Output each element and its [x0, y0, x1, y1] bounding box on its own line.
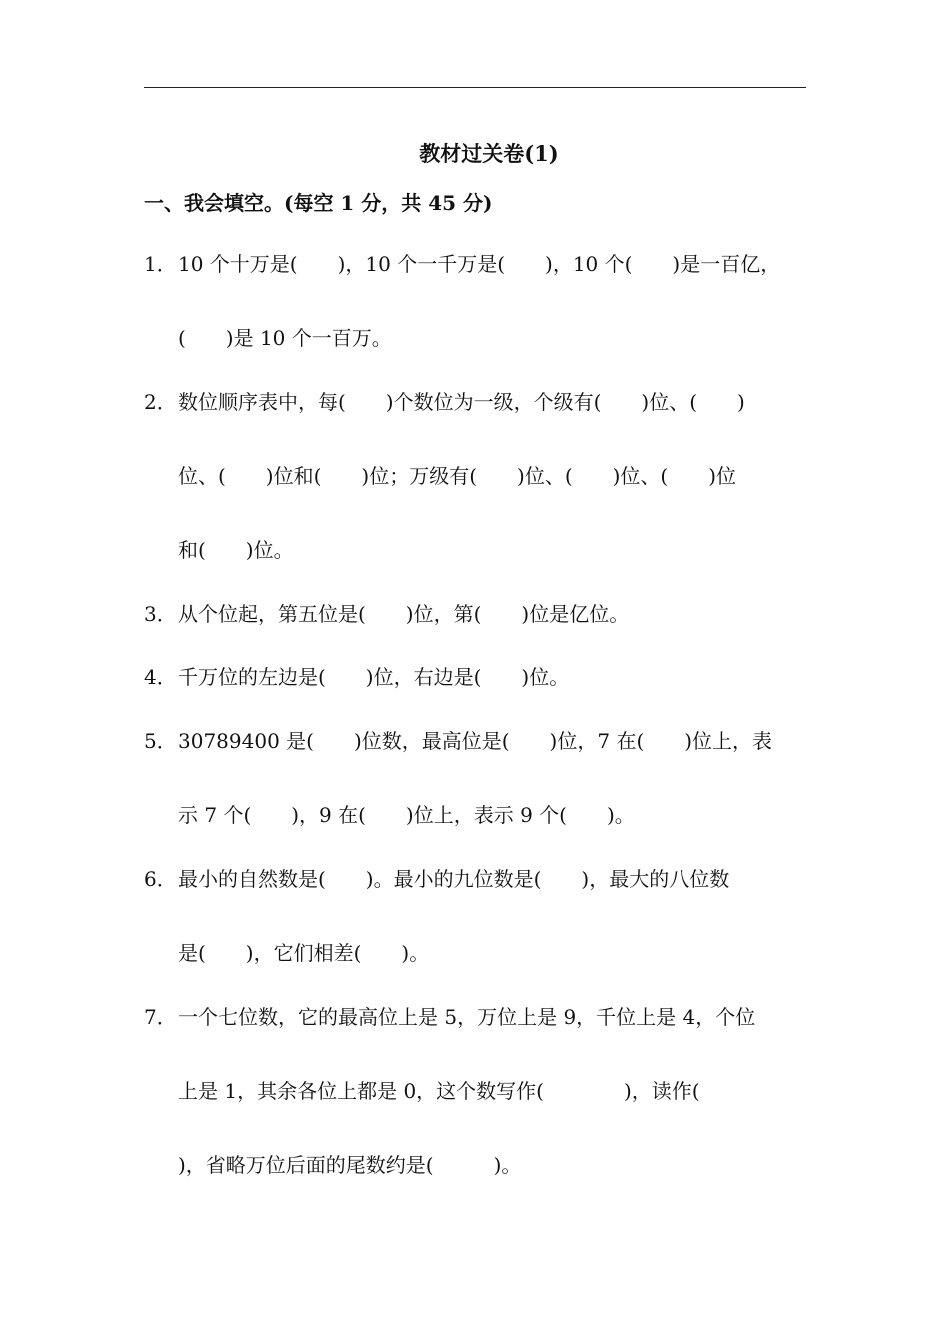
question-line: 一个七位数，它的最高位上是 5，万位上是 9，千位上是 4，个位 [178, 1005, 756, 1029]
question-number: 3． [144, 602, 177, 626]
question-number: 6． [144, 867, 177, 891]
question-line: 数位顺序表中，每( )个数位为一级，个级有( )位、( ) [178, 390, 745, 414]
question-number: 2． [144, 390, 177, 414]
question-line: )，省略万位后面的尾数约是( )。 [178, 1153, 522, 1177]
question-line: 10 个十万是( )，10 个一千万是( )，10 个( )是一百亿， [178, 252, 781, 276]
question-line: 30789400 是( )位数，最高位是( )位，7 在( )位上，表 [178, 729, 773, 753]
question-line: ( )是 10 个一百万。 [178, 326, 392, 350]
question-line: 是( )，它们相差( )。 [178, 941, 430, 965]
page-title: 教材过关卷(1) [419, 141, 559, 166]
question-line: 最小的自然数是( )。最小的九位数是( )，最大的八位数 [178, 867, 730, 891]
question-number: 7． [144, 1005, 177, 1029]
section-heading: 一、我会填空。(每空 1 分，共 45 分) [144, 191, 493, 215]
question-line: 示 7 个( )，9 在( )位上，表示 9 个( )。 [178, 803, 635, 827]
header-rule [144, 87, 806, 88]
question-number: 5． [144, 729, 177, 753]
question-line: 和( )位。 [178, 538, 294, 562]
question-number: 4． [144, 665, 177, 689]
question-line: 千万位的左边是( )位，右边是( )位。 [178, 665, 570, 689]
question-line: 位、( )位和( )位；万级有( )位、( )位、( )位 [178, 464, 737, 488]
question-number: 1． [144, 252, 177, 276]
question-line: 上是 1，其余各位上都是 0，这个数写作( )，读作( [178, 1079, 700, 1103]
question-line: 从个位起，第五位是( )位，第( )位是亿位。 [178, 602, 630, 626]
